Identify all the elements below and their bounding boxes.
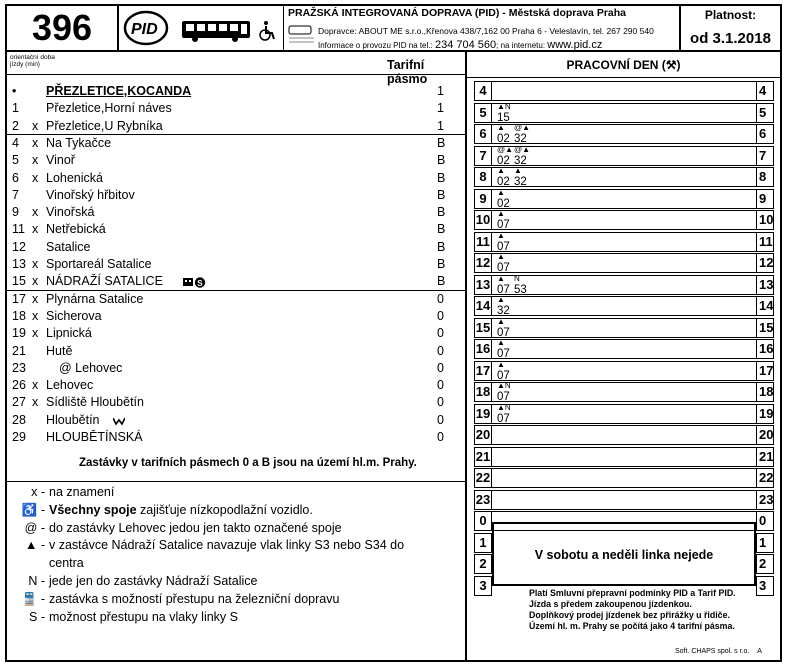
minutes-cell [492,167,756,187]
line-number: 396 [7,6,119,50]
stop-zone: B [437,274,446,289]
stop-on-request-mark: x [32,135,39,150]
weekend-note: V sobotu a neděli linka nejede [534,548,714,562]
software-credit [675,648,762,655]
operator-title: PRAŽSKÁ INTEGROVANÁ DOPRAVA (PID) - Městská doprava Praha [288,7,626,19]
stop-row [7,187,465,204]
stop-name: Přezletice,Horní náves [46,101,172,116]
stop-row [7,152,465,169]
stop-on-request-mark: x [32,395,39,410]
departure-minute: 32 [514,176,527,188]
stop-on-request-mark: x [32,205,39,220]
stop-travel-time: 21 [12,343,26,358]
stop-row [7,256,465,273]
hour-label-right: 23 [756,490,774,510]
legend-text: jede jen do zastávky Nádraží Satalice [49,574,258,588]
hour-label: 1 [474,533,492,553]
stop-travel-time: 6 [12,170,19,185]
departure-marks: @▲ [514,144,531,154]
hour-row [467,468,780,489]
stop-travel-time: 15 [12,274,26,289]
stop-zone: 0 [437,291,444,306]
departure-marks: @▲ [497,144,514,154]
departure-minute: 02 [497,197,510,210]
departure-marks: @▲ [514,123,531,132]
departure [514,144,536,167]
timetable-header-label: PRACOVNÍ DEN (⚒) [566,58,681,72]
hour-row [467,404,780,425]
legend-item [21,502,313,519]
stop-zone: 0 [437,395,444,410]
hour-label: 7 [474,146,492,166]
separator [7,74,465,75]
legend-text: zastávka s možností přestupu na železniční dopravu [49,591,340,606]
departure-minute: 32 [514,154,527,167]
legend-symbol: x - [31,485,45,499]
stop-on-request-mark: x [32,170,39,185]
legend-item [21,591,339,608]
stop-name: PŘEZLETICE,KOCANDA [46,84,192,98]
stop-row [7,343,465,360]
minutes-cell [492,339,756,359]
stop-row [7,83,465,100]
departure-minute: 07 [497,369,510,382]
departure-marks: N [514,273,520,283]
stop-name: NÁDRAŽÍ SATALICE [46,274,163,289]
hour-label: 23 [474,490,492,510]
minutes-cell [492,253,756,273]
departure [497,187,519,210]
stop-zone: 0 [437,326,444,341]
stop-row [7,377,465,394]
hour-label: 4 [474,81,492,101]
departure-marks: ▲N [497,381,511,390]
hour-row [467,146,780,167]
legend-text: možnost přestupu na vlaky linky S [49,609,238,624]
stop-row [7,100,465,117]
legend-symbol: @ - [24,520,45,535]
hour-row [467,275,780,296]
departure-marks: ▲ [497,209,505,218]
stop-row [7,204,465,221]
mini-bus-icon [288,22,316,46]
stop-name: Hloubětín [46,412,100,427]
departure [497,383,519,403]
minutes-cell [492,124,756,144]
hour-label: 10 [474,210,492,230]
stop-row [7,291,465,308]
minutes-cell [492,103,756,123]
legend-item [21,484,114,501]
stop-name: Vinoř [46,153,75,168]
legend-text: centra [49,556,84,571]
departure-marks: ▲N [497,402,511,412]
footer-note: Území hl. m. Prahy se počítá jako 4 tarifní pásma. [529,621,735,631]
validity-box [679,6,780,50]
legend-item [21,520,342,537]
legend-text: zajišťuje nízkopodlažní vozidlo. [136,502,313,517]
hour-label: 16 [474,339,492,359]
stop-travel-time: 7 [12,187,19,202]
legend-symbol: S - [29,609,45,624]
stop-row [7,360,465,377]
departure-minute: 32 [514,133,527,145]
stop-name: Lipnická [46,326,92,341]
stop-travel-time: 27 [12,395,26,410]
stop-on-request-mark: x [32,308,39,323]
minutes-cell [492,296,756,316]
hour-label: 20 [474,425,492,445]
minutes-cell [492,318,756,338]
departure-marks: ▲N [497,101,511,111]
validity-value: od 3.1.2018 [690,30,771,47]
stop-zone: 1 [437,84,444,98]
stop-zone: 0 [437,378,444,393]
hour-label-right: 1 [756,533,774,553]
departure-marks: ▲ [497,338,505,347]
departure [497,211,519,231]
minutes-cell [492,81,756,101]
stop-zone: B [437,222,446,237]
legend-item [21,573,257,590]
hour-row [467,210,780,231]
minutes-cell [492,210,756,230]
info-label: Informace o provozu PID na tel.: [318,41,433,50]
operator-info [283,6,684,50]
stop-travel-time: 4 [12,135,19,150]
weekend-box [492,522,756,586]
hour-row [467,296,780,317]
hour-row [467,425,780,446]
legend-symbol: 🚆 - [21,591,45,606]
hour-label: 11 [474,232,492,252]
hour-row [467,103,780,124]
minutes-cell [492,275,756,295]
departure-minute: 07 [497,240,510,253]
departure [497,340,519,360]
hour-row [467,318,780,339]
hour-label-right: 3 [756,576,774,596]
stop-travel-time: 23 [12,360,26,375]
hour-row [467,167,780,188]
stop-travel-time: 17 [12,291,26,306]
legend-item [21,555,84,572]
stop-row [7,221,465,238]
stop-travel-time: 28 [12,412,26,427]
hour-label: 19 [474,404,492,424]
hour-label-right: 18 [756,382,774,402]
hour-row [467,253,780,274]
stop-travel-time: 26 [12,378,26,393]
hour-label-right: 15 [756,318,774,338]
hour-label: 18 [474,382,492,402]
minutes-cell [492,447,756,467]
departure [497,402,519,425]
stop-travel-time: 13 [12,257,26,271]
stop-row [7,118,465,135]
stop-row [7,170,465,187]
stop-row [7,308,465,325]
stop-zone: 0 [437,430,444,444]
minutes-cell [492,404,756,424]
stop-row [7,273,465,290]
hour-label-right: 9 [756,189,774,209]
validity-label: Platnost: [704,8,757,22]
hour-label-right: 20 [756,425,774,445]
stop-on-request-mark: x [32,257,39,271]
hour-row [467,382,780,403]
stop-row [7,325,465,342]
stop-travel-time: 18 [12,308,26,323]
stop-zone: B [437,205,446,220]
stop-name: Sicherova [46,308,102,323]
departure-minute: 07 [497,391,510,403]
legend-symbol: N - [28,574,45,588]
departure-minute: 02 [497,176,510,188]
hour-label-right: 17 [756,361,774,381]
stop-zone: B [437,257,446,271]
hour-label: 6 [474,124,492,144]
stop-zone: B [437,153,446,168]
hour-row [467,81,780,102]
hour-row [467,232,780,253]
hour-label-right: 0 [756,511,774,531]
hour-label: 21 [474,447,492,467]
departure-minute: 07 [497,262,510,274]
hour-label: 14 [474,296,492,316]
departure-marks: ▲ [497,359,505,369]
minutes-cell [492,468,756,488]
stop-row [7,394,465,411]
departure-minute: 15 [497,111,510,124]
stop-travel-time: 19 [12,326,26,341]
wheelchair-icon [257,20,277,42]
stop-name: Vinořský hřbitov [46,187,135,202]
hour-label-right: 8 [756,167,774,187]
hour-label: 8 [474,167,492,187]
hour-label-right: 22 [756,468,774,488]
legend-item [21,537,404,554]
departure-marks: ▲ [497,230,505,240]
departure [497,230,519,253]
stop-name: Přezletice,U Rybníka [46,118,163,133]
pid-logo-icon [123,10,169,46]
stop-name: Na Tykačce [46,135,112,150]
departure-marks: ▲ [497,123,505,132]
stop-on-request-mark: x [32,274,39,289]
zone-note: Zastávky v tarifních pásmech 0 a B jsou na území hl.m. Prahy. [79,457,417,469]
departure-minute: 53 [514,283,527,296]
zone-header: Tarifní pásmo [387,58,428,86]
departure-minute: 07 [497,283,510,296]
hour-label-right: 11 [756,232,774,252]
hour-label: 15 [474,318,492,338]
separator [467,77,780,78]
minutes-cell [492,425,756,445]
stop-zone: B [437,187,446,202]
stop-on-request-mark: x [32,222,39,237]
stop-on-request-mark: x [32,118,39,133]
timetable-header [5,4,782,52]
hour-label-right: 6 [756,124,774,144]
departure [497,316,519,339]
departure-minute: 07 [497,412,510,425]
departure-minute: 07 [497,219,510,231]
stop-zone: 1 [437,118,444,133]
stop-name: Satalice [46,239,91,254]
hour-label: 0 [474,511,492,531]
legend-item [21,609,238,626]
stop-zone: B [437,170,446,185]
stops-panel [5,52,467,662]
stop-name: HLOUBĚTÍNSKÁ [46,430,143,444]
minutes-cell [492,189,756,209]
stop-travel-time: • [12,84,17,98]
hour-label-right: 4 [756,81,774,101]
departure [497,359,519,382]
footer-note: Platí Smluvní přepravní podmínky PID a Tarif PID. [529,588,736,598]
legend-symbol: ♿ - [21,502,45,517]
stop-zone: 1 [437,101,444,116]
stop-name: @ Lehovec [59,360,123,375]
svg-text:S: S [197,279,203,289]
minutes-cell [492,382,756,402]
stop-name: Lehovec [46,378,94,393]
departure-marks: ▲ [497,187,505,197]
departure-minute: 32 [497,305,510,317]
departure-marks: ▲ [497,295,505,304]
hour-label: 12 [474,253,492,273]
hour-label: 2 [474,554,492,574]
hour-label-right: 12 [756,253,774,273]
hour-label: 9 [474,189,492,209]
departure-marks: ▲ [497,166,505,175]
stop-zone: B [437,239,446,254]
stop-travel-time: 9 [12,205,19,220]
departure [514,125,536,145]
minutes-cell [492,490,756,510]
departure-marks: ▲ [514,166,522,175]
departure-marks: ▲ [497,252,505,261]
departure [514,168,536,188]
stop-name: Plynárna Satalice [46,291,144,306]
hour-label-right: 21 [756,447,774,467]
legend-text: na znamení [49,485,115,499]
stop-travel-time: 12 [12,239,26,254]
timetable-panel [467,52,782,662]
stop-travel-time: 2 [12,118,19,133]
minutes-cell [492,361,756,381]
hour-row [467,361,780,382]
software-name: Soft. CHAPS spol. s r.o. [675,648,750,655]
info-line [318,39,602,51]
stop-travel-time: 29 [12,430,26,444]
hour-label-right: 13 [756,275,774,295]
stop-travel-time: 11 [12,222,25,237]
info-web-label: ; na internetu: [496,41,546,50]
hour-label-right: 14 [756,296,774,316]
hour-label-right: 2 [756,554,774,574]
departure [497,297,519,317]
hour-label-right: 7 [756,146,774,166]
hour-row [467,124,780,145]
departure-minute: 02 [497,154,510,167]
stop-on-request-mark: x [32,291,39,306]
legend-bold: Všechny spoje [49,502,137,517]
stop-name: Hutě [46,343,73,358]
carrier-info: Dopravce: ABOUT ME s.r.o.,Křenova 438/7,162 00 Praha 6 - Veleslavín, tel. 267 290 540 [318,26,654,36]
stop-name: Sportareál Satalice [46,257,152,271]
stop-name: Netřebická [46,222,106,237]
footer-note: Doplňkový prodej jízdenek bez přirážky u řidiče. [529,610,730,620]
stop-row [7,412,465,429]
legend-text: v zastávce Nádraží Satalice navazuje vlak linky S3 nebo S34 do [49,538,405,553]
stop-row [7,429,465,446]
hour-label: 17 [474,361,492,381]
minutes-cell [492,146,756,166]
hour-row [467,490,780,511]
hour-label-right: 16 [756,339,774,359]
stop-zone: 0 [437,360,444,375]
hour-label-right: 19 [756,404,774,424]
info-web: www.pid.cz [547,39,603,51]
stop-zone: 0 [437,412,444,427]
hour-label-right: 5 [756,103,774,123]
minutes-cell [492,232,756,252]
separator [7,481,465,482]
stop-on-request-mark: x [32,378,39,393]
stop-zone: B [437,135,446,150]
stop-on-request-mark: x [32,326,39,341]
stop-zone: 0 [437,343,444,358]
stop-name: Sídliště Hloubětín [46,395,144,410]
stop-zone: 0 [437,308,444,323]
stop-on-request-mark: x [32,153,39,168]
departure-minute: 07 [497,326,510,339]
legend-symbol: ▲ - [24,538,45,553]
departure [497,254,519,274]
bus-icon [181,20,251,42]
footer-note: Jízda s předem zakoupenou jízdenkou. [529,599,692,609]
hour-row [467,339,780,360]
departure-minute: 07 [497,348,510,360]
stop-travel-time: 5 [12,153,19,168]
hour-label: 22 [474,468,492,488]
departure [497,101,519,124]
hour-row [467,447,780,468]
legend-text: do zastávky Lehovec jedou jen takto označené spoje [49,520,342,535]
stop-name: Vinořská [46,205,95,220]
stop-name: Lohenická [46,170,103,185]
departure-marks: ▲ [497,316,505,326]
stop-row [7,239,465,256]
hour-label: 3 [474,576,492,596]
departure-minute: 02 [497,133,510,145]
software-suffix: A [757,648,762,655]
travel-time-label: orientační doba jízdy (min) [10,54,55,68]
stop-row [7,135,465,152]
departure [514,273,536,296]
info-phone: 234 704 560 [434,39,497,51]
departure-marks: ▲ [497,273,505,283]
svg-text:PID: PID [131,21,158,38]
hour-row [467,189,780,210]
stop-travel-time: 1 [12,101,19,116]
hour-label-right: 10 [756,210,774,230]
hour-label: 5 [474,103,492,123]
hour-label: 13 [474,275,492,295]
